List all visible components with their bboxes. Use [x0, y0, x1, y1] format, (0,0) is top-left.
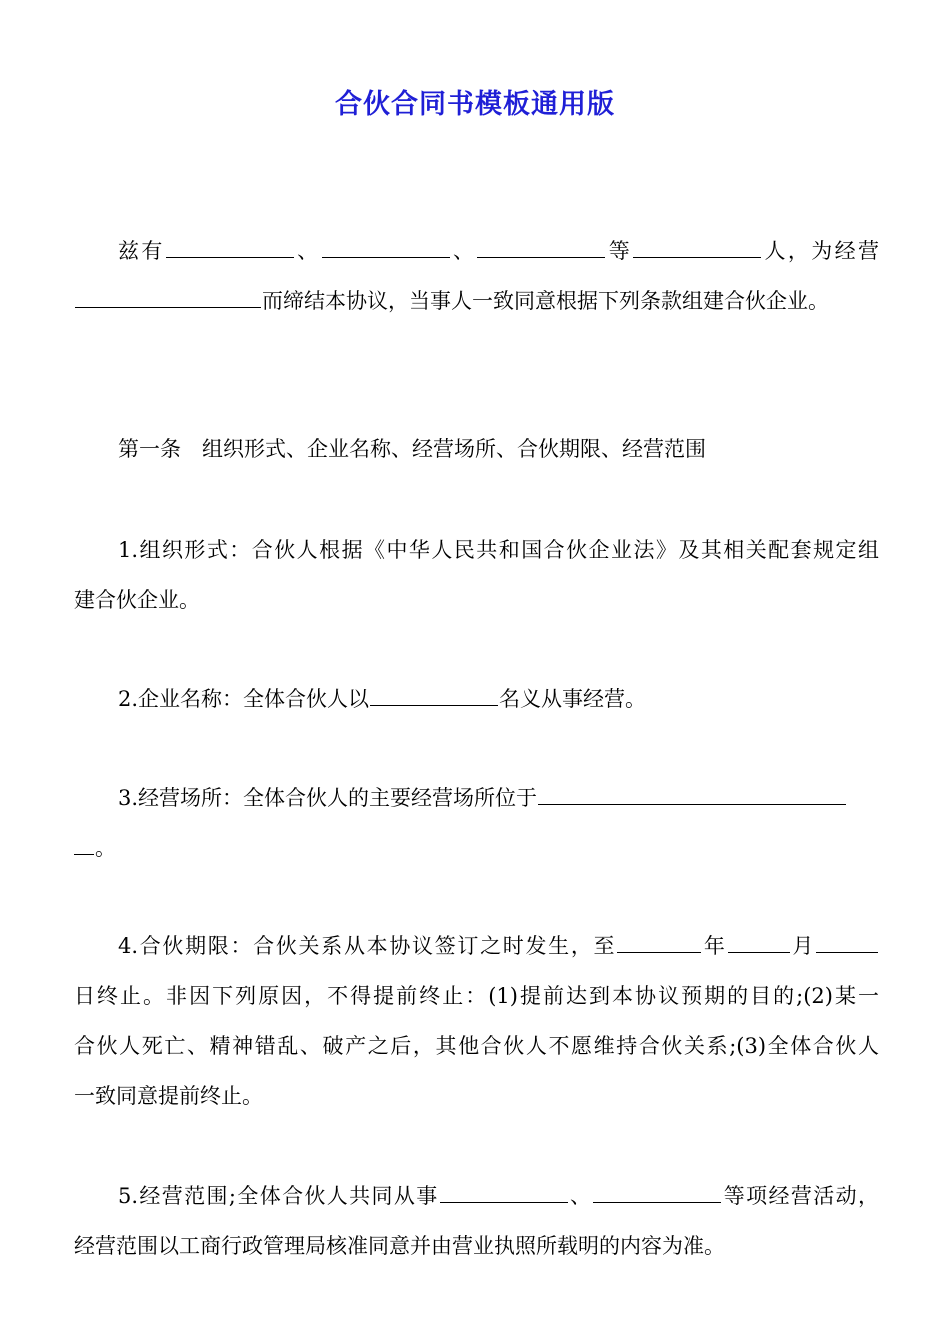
blank-field[interactable] [440, 1182, 568, 1203]
blank-field[interactable] [322, 237, 450, 258]
blank-field[interactable] [166, 237, 294, 258]
item-3-line-1: 3.经营场所：全体合伙人的主要经营场所位于 [118, 783, 879, 813]
blank-field[interactable] [816, 932, 878, 953]
item-1-line-1: 1.组织形式：合伙人根据《中华人民共和国合伙企业法》及其相关配套规定组 [118, 538, 879, 562]
document-title: 合伙合同书模板通用版 [335, 89, 615, 120]
blank-field[interactable] [370, 685, 498, 706]
item-5-line-2: 经营范围以工商行政管理局核准同意并由营业执照所载明的内容为准。 [74, 1234, 725, 1258]
blank-field[interactable] [75, 287, 261, 308]
blank-field[interactable] [617, 932, 701, 953]
item-4-line-1: 4.合伙期限：合伙关系从本协议签订之时发生，至 年 月 [118, 931, 879, 961]
item-1-line-2: 建合伙企业。 [74, 588, 200, 612]
blank-field[interactable] [728, 932, 790, 953]
blank-field[interactable] [633, 237, 761, 258]
item-2-line: 2.企业名称：全体合伙人以 名义从事经营。 [118, 687, 647, 711]
blank-field[interactable] [74, 834, 94, 855]
item-4-line-2: 日终止。非因下列原因，不得提前终止：(1)提前达到本协议预期的目的;(2)某一 [74, 984, 879, 1008]
item-4-line-4: 一致同意提前终止。 [74, 1084, 263, 1108]
item-3-line-2: 。 [74, 833, 879, 863]
preamble-line-2: 而缔结本协议，当事人一致同意根据下列条款组建合伙企业。 [74, 286, 879, 316]
item-5-line-1: 5.经营范围;全体合伙人共同从事 、 等项经营活动， [118, 1184, 880, 1208]
blank-field[interactable] [593, 1182, 721, 1203]
blank-field[interactable] [538, 784, 846, 805]
article-1-heading: 第一条 组织形式、企业名称、经营场所、合伙期限、经营范围 [118, 437, 706, 461]
item-4-line-3: 合伙人死亡、精神错乱、破产之后，其他合伙人不愿维持合伙关系;(3)全体合伙人 [74, 1034, 879, 1058]
blank-field[interactable] [477, 237, 605, 258]
preamble-line-1: 兹有 、 、 等 人，为经营 [118, 239, 880, 263]
